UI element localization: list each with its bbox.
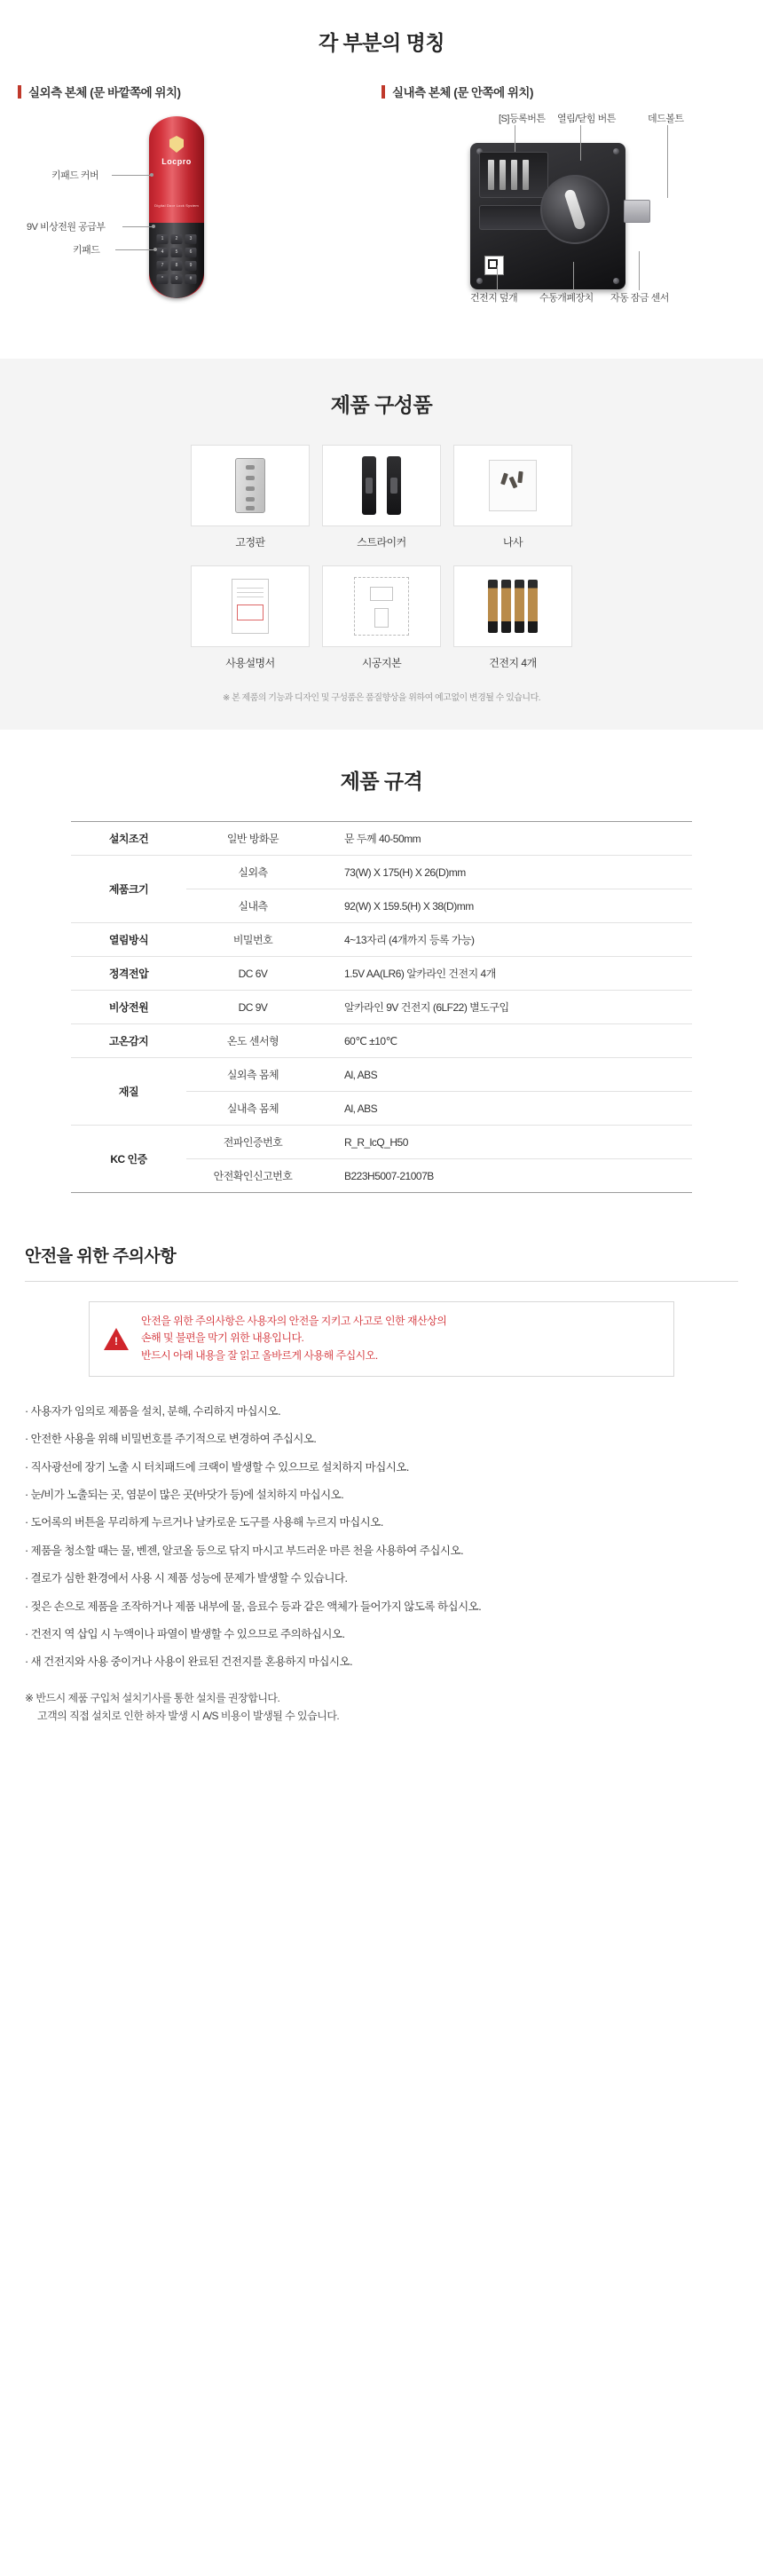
item-cell <box>453 445 572 549</box>
spec-category: KC 인증 <box>110 1153 147 1166</box>
spec-subcategory: 실외측 <box>238 866 268 879</box>
leader-dot <box>150 173 153 177</box>
table-row <box>71 957 692 991</box>
safety-footer <box>25 1689 738 1726</box>
red-bar-icon <box>382 85 385 99</box>
callout-battery-cover: 건전지 덮개 <box>470 293 518 304</box>
item-cell <box>191 565 310 670</box>
spec-value: 알카라인 9V 건전지 (6LF22) 별도구입 <box>344 1001 509 1014</box>
table-row <box>71 856 692 889</box>
leader-line <box>122 226 153 227</box>
outdoor-heading-label: 실외측 본체 (문 바깥쪽에 위치) <box>28 86 181 99</box>
outdoor-diagram <box>18 113 382 321</box>
list-item: · 사용자가 임의로 제품을 설치, 분해, 수리하지 마십시오. <box>25 1404 281 1418</box>
safety-title: 안전을 위한 주의사항 <box>25 1246 177 1266</box>
table-row <box>71 991 692 1024</box>
batteries-image <box>453 565 572 647</box>
spec-subcategory: DC 6V <box>238 967 268 980</box>
mounting-plate-icon <box>235 458 265 513</box>
leader-line <box>497 265 498 290</box>
indoor-device-image <box>470 143 625 289</box>
leader-line <box>580 125 581 161</box>
manual-knob <box>540 175 610 244</box>
footer-line: ※ 반드시 제품 구입처 설치기사를 통한 설치를 권장합니다. <box>25 1691 280 1704</box>
callout-auto-lock-sensor: 자동 잠금 센서 <box>610 293 669 304</box>
item-label: 시공지본 <box>361 657 402 669</box>
callout-keypad: 키패드 <box>73 245 100 256</box>
keypad-key: 9 <box>185 261 197 271</box>
manual-icon <box>232 579 269 634</box>
item-cell <box>191 445 310 549</box>
spec-subcategory: DC 9V <box>238 1000 268 1014</box>
knob-handle-icon <box>563 188 586 230</box>
keypad-key: 0 <box>171 274 183 284</box>
striker-icon <box>362 456 401 515</box>
spec-category: 열림방식 <box>108 934 149 946</box>
spec-category: 비상전원 <box>108 1001 149 1014</box>
screw-icon <box>613 148 619 154</box>
callout-manual-lock-device: 수동개폐장치 <box>539 293 594 304</box>
screws-icon <box>489 460 537 511</box>
spec-value: 92(W) X 159.5(H) X 38(D)mm <box>344 899 474 913</box>
list-item: · 눈/비가 노출되는 곳, 염분이 많은 곳(바닷가 등)에 설치하지 마십시오. <box>25 1489 344 1502</box>
leader-dot <box>152 225 155 228</box>
deadbolt-part <box>624 200 650 223</box>
spec-category: 정격전압 <box>108 968 149 980</box>
keypad-key: 7 <box>157 261 169 271</box>
warning-line: 손해 및 불편을 막기 위한 내용입니다. <box>141 1331 304 1345</box>
list-item: · 건전지 역 삽입 시 누액이나 파열이 발생할 수 있으므로 주의하십시오. <box>25 1627 345 1640</box>
section-parts-names <box>0 0 763 339</box>
spec-subcategory: 실내측 몸체 <box>226 1102 279 1115</box>
spec-subcategory: 실외측 몸체 <box>226 1069 279 1081</box>
spec-subcategory: 안전확인신고번호 <box>213 1170 293 1182</box>
leader-line <box>639 251 640 290</box>
spec-subcategory: 비밀번호 <box>232 934 273 946</box>
warning-text <box>141 1313 446 1365</box>
battery-icon <box>523 160 529 190</box>
batteries-icon <box>488 580 538 633</box>
item-label: 나사 <box>502 536 523 549</box>
mounting-plate-image <box>191 445 310 526</box>
outdoor-heading <box>18 83 382 100</box>
striker-image <box>322 445 441 526</box>
spec-value: R_R_lcQ_H50 <box>344 1135 408 1149</box>
keypad-key: # <box>185 274 197 284</box>
indoor-diagram <box>382 113 745 321</box>
screws-image <box>453 445 572 526</box>
table-row <box>71 923 692 957</box>
spec-subcategory: 전파인증번호 <box>223 1136 283 1149</box>
item-cell <box>453 565 572 670</box>
list-item: · 결로가 심한 환경에서 사용 시 제품 성능에 문제가 발생할 수 있습니다. <box>25 1572 348 1585</box>
callout-emergency-power: 9V 비상전원 공급부 <box>27 222 106 233</box>
keypad-key: 6 <box>185 248 197 257</box>
spec-value: Al, ABS <box>344 1102 378 1115</box>
red-bar-icon <box>18 85 21 99</box>
battery-compartment <box>479 152 548 198</box>
keypad-key: 2 <box>171 234 183 244</box>
battery-icon <box>511 160 517 190</box>
parts-columns <box>0 83 763 321</box>
keypad-key: 1 <box>157 234 169 244</box>
outdoor-device-image <box>149 116 204 298</box>
spec-category: 재질 <box>118 1086 139 1098</box>
spec-category: 설치조건 <box>108 833 149 845</box>
spec-subcategory: 일반 방화문 <box>226 833 279 845</box>
package-note: ※ 본 제품의 기능과 디자인 및 구성품은 품질향상을 위하여 예고없이 변경될 수 있습니다. <box>222 693 541 703</box>
manual-image <box>191 565 310 647</box>
list-item: · 제품을 청소할 때는 물, 벤젠, 알코올 등으로 닦지 마시고 부드러운 마른 천을 사용하여 주십시오. <box>25 1544 464 1557</box>
leader-line <box>115 249 154 250</box>
spec-value: B223H5007-21007B <box>344 1169 434 1182</box>
outdoor-keypad <box>157 234 197 284</box>
template-icon <box>354 577 409 636</box>
spec-table <box>71 821 692 1193</box>
item-cell <box>322 565 441 670</box>
leader-line <box>667 125 668 198</box>
leader-dot <box>153 248 157 251</box>
spec-value: 4~13자리 (4개까지 등록 가능) <box>344 934 475 946</box>
spec-title: 제품 규격 <box>340 770 423 793</box>
item-label: 사용설명서 <box>225 657 275 669</box>
item-cell <box>322 445 441 549</box>
warning-line: 반드시 아래 내용을 잘 읽고 올바르게 사용해 주십시오. <box>141 1349 378 1363</box>
battery-icon <box>499 160 506 190</box>
footer-line: 고객의 직접 설치로 인한 하자 발생 시 A/S 비용이 발생될 수 있습니다. <box>37 1710 340 1723</box>
keypad-key: 4 <box>157 248 169 257</box>
spec-category: 고온감지 <box>108 1035 149 1047</box>
brand-label: Locpro <box>161 157 192 166</box>
package-items-wrapper <box>191 445 572 670</box>
keypad-key: 5 <box>171 248 183 257</box>
table-row <box>71 1024 692 1058</box>
list-item: · 도어록의 버튼을 무리하게 누르거나 날카로운 도구를 사용해 누르지 마십시오. <box>25 1516 383 1529</box>
section-package-contents <box>0 359 763 730</box>
spec-subcategory: 온도 센서형 <box>226 1035 279 1047</box>
screw-icon <box>476 278 483 284</box>
indoor-heading-label: 실내측 본체 (문 안쪽에 위치) <box>392 86 533 99</box>
template-image <box>322 565 441 647</box>
keypad-key: 3 <box>185 234 197 244</box>
spec-value: 1.5V AA(LR6) 알카라인 건전지 4개 <box>344 968 496 980</box>
brand-shield-icon <box>169 136 184 153</box>
list-item: · 새 건전지와 사용 중이거나 사용이 완료된 건전지를 혼용하지 마십시오. <box>25 1655 353 1669</box>
keypad-key: * <box>157 274 169 284</box>
battery-icon <box>488 160 494 190</box>
callout-deadbolt: 데드볼트 <box>648 114 684 124</box>
item-label: 스트라이커 <box>357 536 406 549</box>
indoor-column <box>382 83 745 321</box>
item-label: 건전지 4개 <box>489 657 537 669</box>
spec-value: 60℃ ±10℃ <box>344 1034 397 1047</box>
spec-value: 문 두께 40-50mm <box>344 833 421 845</box>
warning-triangle-icon <box>104 1328 129 1350</box>
table-row <box>71 822 692 856</box>
screw-icon <box>613 278 619 284</box>
keypad-key: 8 <box>171 261 183 271</box>
leader-line <box>112 175 151 176</box>
qr-code-icon <box>484 256 504 275</box>
section-specifications <box>0 730 763 1202</box>
item-label: 고정판 <box>235 536 265 549</box>
spec-category: 제품크기 <box>108 883 149 896</box>
table-row <box>71 1058 692 1092</box>
indoor-button-strip <box>479 205 548 230</box>
list-item: · 직사광선에 장기 노출 시 터치패드에 크랙이 발생할 수 있으므로 설치하지 마십시오. <box>25 1460 409 1474</box>
spec-value: 73(W) X 175(H) X 26(D)mm <box>344 865 466 879</box>
safety-list <box>25 1398 738 1677</box>
table-row <box>71 1126 692 1159</box>
callout-keypad-cover: 키패드 커버 <box>51 170 99 181</box>
page-title: 각 부분의 명칭 <box>318 31 445 54</box>
warning-box <box>89 1301 674 1377</box>
list-item: · 안전한 사용을 위해 비밀번호를 주기적으로 변경하여 주십시오. <box>25 1433 317 1446</box>
list-item: · 젖은 손으로 제품을 조작하거나 제품 내부에 물, 음료수 등과 같은 액체가 들어가지 않도록 하십시오. <box>25 1600 482 1613</box>
leader-line <box>573 262 574 290</box>
section-safety <box>0 1202 763 1760</box>
package-title: 제품 구성품 <box>330 393 433 416</box>
spec-value: Al, ABS <box>344 1068 378 1081</box>
divider <box>25 1281 738 1282</box>
callout-s-register-button: [S]등록버튼 <box>499 114 546 124</box>
package-items-grid <box>191 445 572 670</box>
callout-open-close-button: 열림/닫힘 버튼 <box>557 114 616 124</box>
indoor-heading <box>382 83 745 100</box>
spec-subcategory: 실내측 <box>238 900 268 913</box>
outdoor-column <box>18 83 382 321</box>
warning-line: 안전을 위한 주의사항은 사용자의 안전을 지키고 사고로 인한 재산상의 <box>141 1314 447 1327</box>
brand-slogan: Digital Door Lock System <box>154 203 199 208</box>
